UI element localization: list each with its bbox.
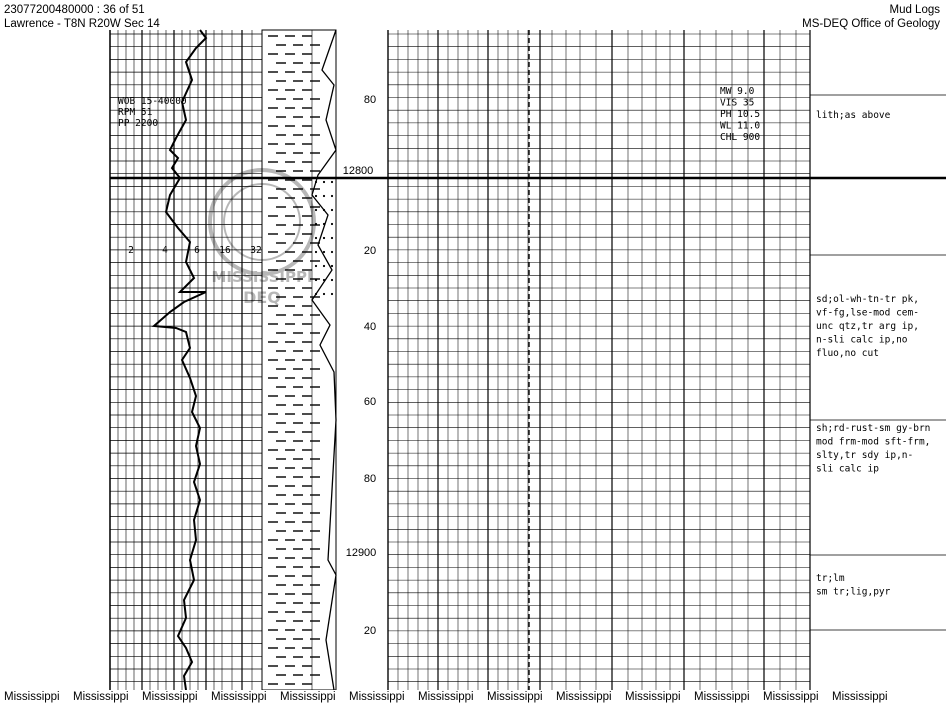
sand-dot	[323, 265, 325, 267]
sand-dot	[331, 293, 333, 295]
footer-watermark-word: Mississippi	[349, 691, 405, 703]
sand-dot	[331, 279, 333, 281]
sand-dot	[315, 237, 317, 239]
sand-dot	[315, 251, 317, 253]
depth-label: 12800	[342, 165, 374, 177]
footer-watermark-word: Mississippi	[625, 691, 681, 703]
drilling-param: RPM 51	[118, 107, 153, 118]
mud-property: MW 9.0	[720, 86, 755, 97]
footer-watermark-word: Mississippi	[694, 691, 750, 703]
sand-dot	[323, 293, 325, 295]
rate-track-grid	[110, 30, 262, 690]
drilling-param: WOB 15-40000	[118, 96, 187, 107]
rate-scale-tick: 16	[219, 245, 231, 256]
mud-property: VIS 35	[720, 97, 755, 109]
footer-watermark-word: Mississippi	[4, 691, 60, 703]
lithology-description: unc qtz,tr arg ip,	[816, 321, 919, 332]
rate-scale-tick: 32	[250, 245, 262, 256]
sand-dot	[315, 265, 317, 267]
mud-property: PH 10.5	[720, 109, 761, 120]
footer-watermark-word: Mississippi	[832, 691, 888, 703]
lithology-description: n-sli calc ip,no	[816, 334, 908, 346]
lithology-description: sli calc ip	[816, 463, 879, 475]
watermark-line2: DEQ	[243, 288, 281, 307]
sand-dot	[331, 223, 333, 225]
sand-dot	[331, 237, 333, 239]
sand-dot	[323, 195, 325, 197]
sand-dot	[323, 237, 325, 239]
sand-dot	[331, 251, 333, 253]
footer-watermark-word: Mississippi	[73, 691, 129, 703]
sand-dot	[331, 195, 333, 197]
sand-dot	[323, 251, 325, 253]
lithology-description: mod frm-mod sft-frm,	[816, 436, 931, 448]
sand-dot	[323, 181, 325, 183]
depth-label: 60	[363, 396, 377, 408]
rate-scale-tick: 2	[128, 245, 134, 256]
rate-scale-tick: 4	[162, 245, 168, 256]
sand-dot	[331, 209, 333, 211]
depth-label: 20	[363, 625, 377, 637]
lithology-description: lith;as above	[816, 110, 891, 121]
footer-watermark-word: Mississippi	[418, 691, 474, 703]
lithology-description: tr;lm	[816, 573, 845, 584]
sand-dot	[315, 209, 317, 211]
lithology-description: vf-fg,lse-mod cem-	[816, 307, 919, 319]
depth-label: 80	[363, 94, 377, 106]
agency-name: MS-DEQ Office of Geology	[802, 18, 940, 30]
lithology-description: sh;rd-rust-sm gy-brn	[816, 423, 931, 434]
footer-watermark-word: Mississippi	[556, 691, 612, 703]
footer-watermark-row	[0, 690, 946, 705]
mud-property: CHL 900	[720, 132, 761, 143]
sand-dot	[315, 279, 317, 281]
depth-label: 12900	[345, 547, 377, 559]
depth-label: 20	[363, 245, 377, 257]
sand-dot	[315, 195, 317, 197]
log-annotations	[118, 86, 930, 637]
depth-label: 80	[363, 473, 377, 485]
document-type: Mud Logs	[889, 4, 940, 16]
footer-watermark-word: Mississippi	[142, 691, 198, 703]
footer-watermark-word: Mississippi	[763, 691, 819, 703]
lithology-description: sm tr;lig,pyr	[816, 586, 891, 598]
well-location: Lawrence - T8N R20W Sec 14	[4, 18, 160, 30]
lithology-column	[262, 30, 336, 690]
sand-dot	[331, 265, 333, 267]
rate-scale-tick: 6	[194, 245, 200, 256]
footer-watermark-word: Mississippi	[280, 691, 336, 703]
mud-property: WL 11.0	[720, 120, 761, 132]
drilling-param: PP 2200	[118, 118, 159, 129]
lithology-description: sd;ol-wh-tn-tr pk,	[816, 294, 919, 305]
lithology-description: fluo,no cut	[816, 348, 879, 359]
watermark-line1: MISSISSIPPI	[211, 268, 313, 286]
footer-watermark-word: Mississippi	[211, 691, 267, 703]
sand-dot	[331, 181, 333, 183]
footer-watermark-word: Mississippi	[487, 691, 543, 703]
depth-label: 40	[363, 321, 377, 333]
well-id: 23077200480000 : 36 of 51	[4, 4, 145, 16]
lithology-description: slty,tr sdy ip,n-	[816, 450, 914, 461]
